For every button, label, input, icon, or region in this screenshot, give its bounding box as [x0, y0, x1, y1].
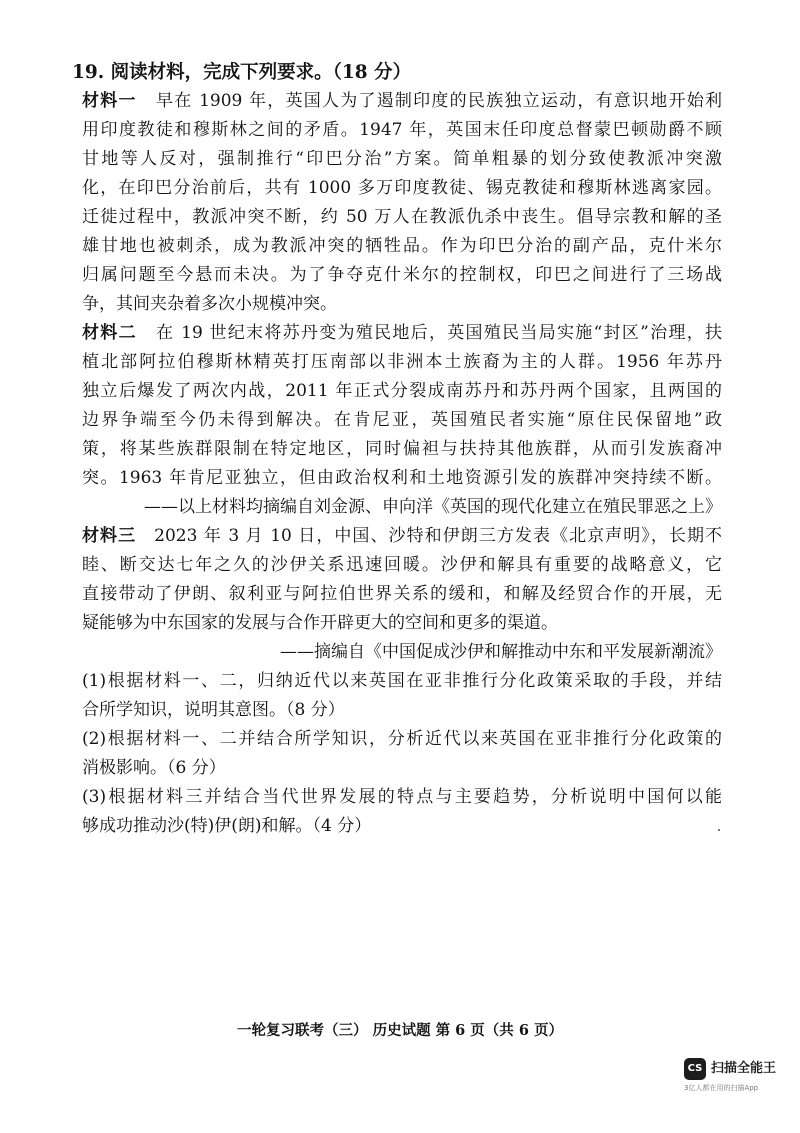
- material-1-line-4: 化，在印巴分治前后，共有 1000 多万印度教徒、锡克教徒和穆斯林逃离家园。: [82, 178, 722, 198]
- material-3-label: 材料三: [82, 526, 137, 546]
- sub-question-1-line-1: (1)根据材料一、二，归纳近代以来英国在亚非推行分化政策采取的手段，并结: [82, 671, 722, 691]
- material-3-line-2: 睦、断交达七年之久的沙伊关系迅速回暖。沙伊和解具有重要的战略意义，它: [82, 555, 722, 575]
- material-1-line-2: 用印度教徒和穆斯林之间的矛盾。1947 年，英国末任印度总督蒙巴顿勋爵不顾: [82, 120, 722, 140]
- material-1-line-7: 归属问题至今悬而未决。为了争夺克什米尔的控制权，印巴之间进行了三场战: [82, 265, 722, 285]
- material-2-source: ——以上材料均摘编自刘金源、申向洋《英国的现代化建立在殖民罪恶之上》: [144, 497, 722, 517]
- scanner-app-name: 扫描全能王: [711, 1061, 777, 1076]
- material-1-line-3: 甘地等人反对，强制推行“印巴分治”方案。简单粗暴的划分致使教派冲突激: [82, 149, 722, 169]
- material-2-line-3: 独立后爆发了两次内战，2011 年正式分裂成南苏丹和苏丹两个国家，且两国的: [82, 381, 722, 401]
- material-1-label: 材料一: [82, 91, 137, 111]
- sub-question-2-line-1: (2)根据材料一、二并结合所学知识，分析近代以来英国在亚非推行分化政策的: [82, 729, 722, 749]
- material-2-label: 材料二: [82, 323, 137, 343]
- scan-speck: [718, 829, 720, 831]
- sub-question-3-line-2: 够成功推动沙(特)伊(朗)和解。（4 分）: [82, 816, 372, 836]
- material-2-line-5: 策，将某些族群限制在特定地区，同时偏袒与扶持其他族群，从而引发族裔冲: [82, 439, 722, 459]
- material-2-line-1: 材料二 在 19 世纪末将苏丹变为殖民地后，英国殖民当局实施“封区”治理，扶: [82, 323, 722, 343]
- material-3-line-1: 材料三 2023 年 3 月 10 日，中国、沙特和伊朗三方发表《北京声明》，长期不: [82, 526, 722, 546]
- question-title: 19. 阅读材料，完成下列要求。（18 分）: [72, 62, 412, 83]
- material-2-line-4: 边界争端至今仍未得到解决。在肯尼亚，英国殖民者实施“原住民保留地”政: [82, 410, 722, 430]
- page-footer: 一轮复习联考（三） 历史试题 第 6 页（共 6 页）: [237, 1022, 563, 1039]
- sub-question-3-line-1: (3)根据材料三并结合当代世界发展的特点与主要趋势，分析说明中国何以能: [82, 787, 722, 807]
- material-2-line-2: 植北部阿拉伯穆斯林精英打压南部以非洲本土族裔为主的人群。1956 年苏丹: [82, 352, 722, 372]
- material-1-line-8: 争，其间夹杂着多次小规模冲突。: [82, 294, 337, 314]
- material-1-line-5: 迁徙过程中，教派冲突不断，约 50 万人在教派仇杀中丧生。倡导宗教和解的圣: [82, 207, 722, 227]
- camscanner-logo-icon: CS: [684, 1058, 706, 1080]
- material-1-line-6: 雄甘地也被刺杀，成为教派冲突的牺牲品。作为印巴分治的副产品，克什米尔: [82, 236, 722, 256]
- material-2-line-6: 突。1963 年肯尼亚独立，但由政治权利和土地资源引发的族群冲突持续不断。: [82, 468, 722, 488]
- material-1-line-1: 材料一 早在 1909 年，英国人为了遏制印度的民族独立运动，有意识地开始利: [82, 91, 722, 111]
- scanner-watermark: [684, 1058, 794, 1098]
- material-3-line-4: 疑能够为中东国家的发展与合作开辟更大的空间和更多的渠道。: [82, 613, 558, 633]
- scanner-slogan: 3亿人都在用的扫描App: [684, 1084, 759, 1092]
- material-3-line-3: 直接带动了伊朗、叙利亚与阿拉伯世界关系的缓和，和解及经贸合作的开展，无: [82, 584, 722, 604]
- sub-question-2-line-2: 消极影响。（6 分）: [82, 758, 226, 778]
- material-3-source: ——摘编自《中国促成沙伊和解推动中东和平发展新潮流》: [280, 642, 722, 662]
- sub-question-1-line-2: 合所学知识，说明其意图。（8 分）: [82, 700, 345, 720]
